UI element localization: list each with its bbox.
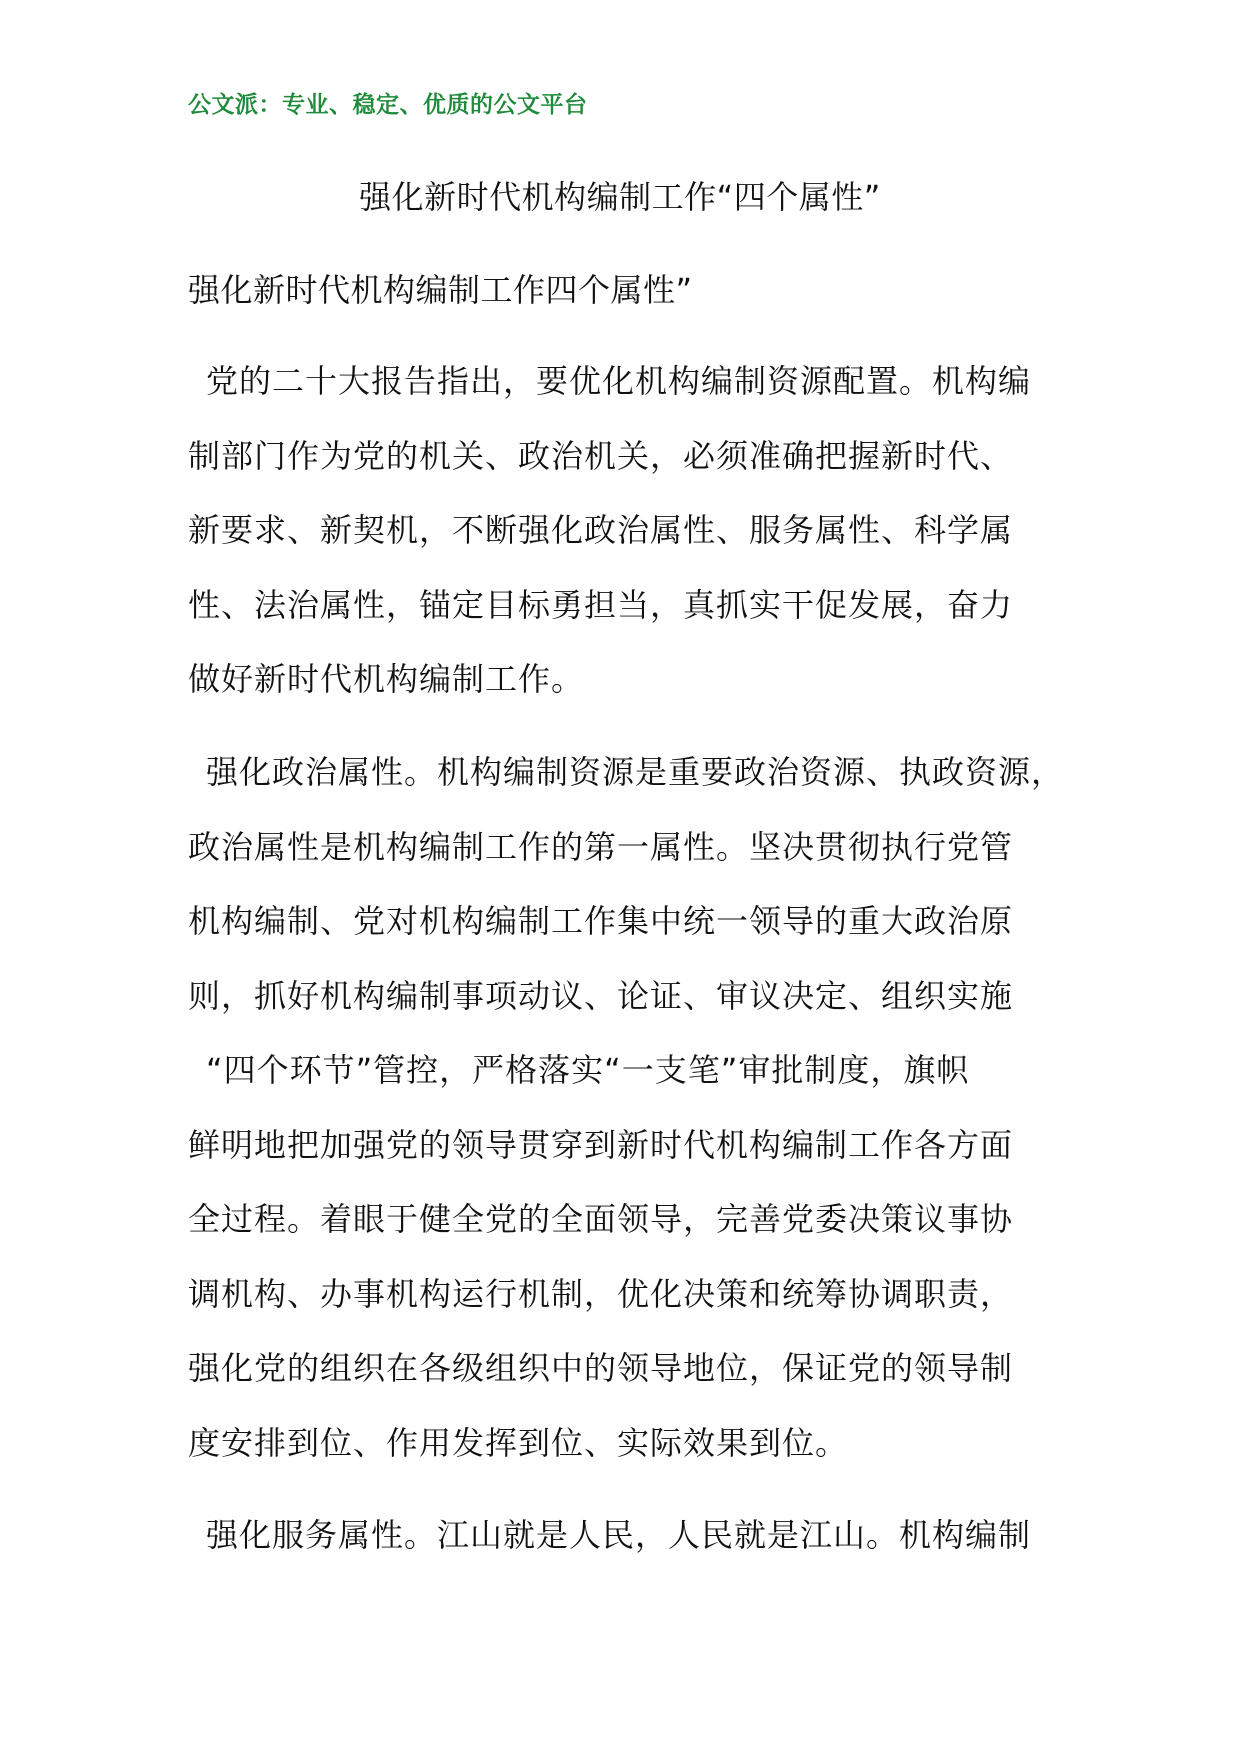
paragraph-line: 机构编制、党对机构编制工作集中统一领导的重大政治原 [188,902,1014,940]
header-banner: 公文派：专业、稳定、优质的公文平台 [188,91,588,118]
paragraph-intro [188,344,1088,717]
paragraph-line: 调机构、办事机构运行机制，优化决策和统筹协调职责， [188,1274,1014,1313]
paragraph-line: 全过程。着眼于健全党的全面领导，完善党委决策议事协 [188,1200,1014,1238]
paragraph-line: 强化服务属性。江山就是人民，人民就是江山。机构编制 [206,1516,1032,1554]
paragraph-political [188,735,1088,1480]
document-title: 强化新时代机构编制工作“四个属性” [359,178,881,216]
paragraph-line: 制部门作为党的机关、政治机关，必须准确把握新时代、 [188,436,1014,475]
paragraph-line: 度安排到位、作用发挥到位、实际效果到位。 [188,1423,849,1462]
paragraph-line: 则，抓好机构编制事项动议、论证、审议决定、组织实施 [188,976,1014,1015]
paragraph-service [188,1498,1088,1573]
paragraph-line: 做好新时代机构编制工作。 [188,660,585,698]
paragraph-line: 性、法治属性，锚定目标勇担当，真抓实干促发展，奋力 [188,585,1014,624]
paragraph-line: 鲜明地把加强党的领导贯穿到新时代机构编制工作各方面 [188,1125,1014,1164]
document-subtitle: 强化新时代机构编制工作四个属性” [188,271,693,309]
paragraph-line: 强化党的组织在各级组织中的领导地位，保证党的领导制 [188,1349,1014,1387]
paragraph-line: 政治属性是机构编制工作的第一属性。坚决贯彻执行党管 [188,827,1014,866]
paragraph-line: “四个环节”管控，严格落实“一支笔”审批制度，旗帜 [206,1051,970,1089]
paragraph-line: 强化政治属性。机构编制资源是重要政治资源、执政资源， [206,753,1065,791]
paragraph-line: 新要求、新契机，不断强化政治属性、服务属性、科学属 [188,511,1014,549]
paragraph-line: 党的二十大报告指出，要优化机构编制资源配置。机构编 [206,362,1032,400]
